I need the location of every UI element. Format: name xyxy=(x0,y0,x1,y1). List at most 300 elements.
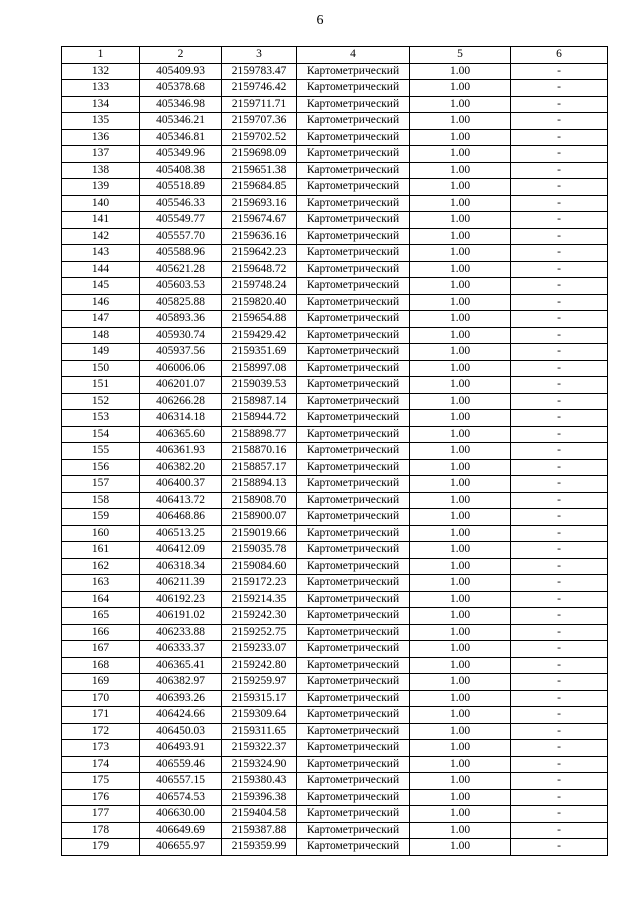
y-coordinate-cell: 2158987.14 xyxy=(222,393,297,410)
accuracy-cell: 1.00 xyxy=(410,707,511,724)
accuracy-cell: 1.00 xyxy=(410,674,511,691)
table-row xyxy=(62,822,608,839)
description-cell: - xyxy=(511,459,608,476)
description-cell: - xyxy=(511,311,608,328)
x-coordinate-cell: 405518.89 xyxy=(140,179,222,196)
accuracy-cell: 1.00 xyxy=(410,591,511,608)
accuracy-cell: 1.00 xyxy=(410,311,511,328)
y-coordinate-cell: 2159324.90 xyxy=(222,756,297,773)
method-cell: Картометрический xyxy=(297,789,410,806)
table-row xyxy=(62,674,608,691)
table-row xyxy=(62,492,608,509)
point-number-cell: 146 xyxy=(62,294,140,311)
x-coordinate-cell: 405409.93 xyxy=(140,63,222,80)
description-cell: - xyxy=(511,179,608,196)
table-row xyxy=(62,129,608,146)
table-row xyxy=(62,806,608,823)
method-cell: Картометрический xyxy=(297,426,410,443)
method-cell: Картометрический xyxy=(297,146,410,163)
x-coordinate-cell: 406450.03 xyxy=(140,723,222,740)
description-cell: - xyxy=(511,773,608,790)
description-cell: - xyxy=(511,707,608,724)
x-coordinate-cell: 406468.86 xyxy=(140,509,222,526)
table-row xyxy=(62,393,608,410)
point-number-cell: 172 xyxy=(62,723,140,740)
x-coordinate-cell: 406557.15 xyxy=(140,773,222,790)
description-cell: - xyxy=(511,591,608,608)
description-cell: - xyxy=(511,509,608,526)
method-cell: Картометрический xyxy=(297,311,410,328)
table-row xyxy=(62,344,608,361)
table-row xyxy=(62,162,608,179)
description-cell: - xyxy=(511,657,608,674)
table-row xyxy=(62,789,608,806)
method-cell: Картометрический xyxy=(297,278,410,295)
table-row xyxy=(62,294,608,311)
point-number-cell: 169 xyxy=(62,674,140,691)
table-row xyxy=(62,690,608,707)
y-coordinate-cell: 2159172.23 xyxy=(222,575,297,592)
point-number-cell: 134 xyxy=(62,96,140,113)
description-cell: - xyxy=(511,723,608,740)
table-row xyxy=(62,839,608,856)
method-cell: Картометрический xyxy=(297,344,410,361)
description-cell: - xyxy=(511,162,608,179)
x-coordinate-cell: 406400.37 xyxy=(140,476,222,493)
method-cell: Картометрический xyxy=(297,96,410,113)
accuracy-cell: 1.00 xyxy=(410,459,511,476)
point-number-cell: 157 xyxy=(62,476,140,493)
table-row xyxy=(62,146,608,163)
accuracy-cell: 1.00 xyxy=(410,509,511,526)
x-coordinate-cell: 405346.21 xyxy=(140,113,222,130)
x-coordinate-cell: 405937.56 xyxy=(140,344,222,361)
description-cell: - xyxy=(511,756,608,773)
x-coordinate-cell: 406006.06 xyxy=(140,360,222,377)
accuracy-cell: 1.00 xyxy=(410,542,511,559)
x-coordinate-cell: 406233.88 xyxy=(140,624,222,641)
accuracy-cell: 1.00 xyxy=(410,162,511,179)
method-cell: Картометрический xyxy=(297,839,410,856)
accuracy-cell: 1.00 xyxy=(410,756,511,773)
x-coordinate-cell: 405346.81 xyxy=(140,129,222,146)
point-number-cell: 150 xyxy=(62,360,140,377)
x-coordinate-cell: 406412.09 xyxy=(140,542,222,559)
y-coordinate-cell: 2159259.97 xyxy=(222,674,297,691)
point-number-cell: 171 xyxy=(62,707,140,724)
y-coordinate-cell: 2158944.72 xyxy=(222,410,297,427)
description-cell: - xyxy=(511,261,608,278)
y-coordinate-cell: 2159035.78 xyxy=(222,542,297,559)
description-cell: - xyxy=(511,608,608,625)
accuracy-cell: 1.00 xyxy=(410,657,511,674)
table-row xyxy=(62,773,608,790)
table-row xyxy=(62,327,608,344)
y-coordinate-cell: 2159322.37 xyxy=(222,740,297,757)
description-cell: - xyxy=(511,327,608,344)
x-coordinate-cell: 406393.26 xyxy=(140,690,222,707)
method-cell: Картометрический xyxy=(297,657,410,674)
y-coordinate-cell: 2159783.47 xyxy=(222,63,297,80)
y-coordinate-cell: 2159084.60 xyxy=(222,558,297,575)
y-coordinate-cell: 2158857.17 xyxy=(222,459,297,476)
table-row xyxy=(62,426,608,443)
point-number-cell: 178 xyxy=(62,822,140,839)
method-cell: Картометрический xyxy=(297,476,410,493)
header-cell-2: 2 xyxy=(140,47,222,64)
x-coordinate-cell: 406493.91 xyxy=(140,740,222,757)
description-cell: - xyxy=(511,624,608,641)
method-cell: Картометрический xyxy=(297,179,410,196)
description-cell: - xyxy=(511,822,608,839)
point-number-cell: 142 xyxy=(62,228,140,245)
method-cell: Картометрический xyxy=(297,80,410,97)
y-coordinate-cell: 2159309.64 xyxy=(222,707,297,724)
point-number-cell: 174 xyxy=(62,756,140,773)
method-cell: Картометрический xyxy=(297,410,410,427)
method-cell: Картометрический xyxy=(297,360,410,377)
table-row xyxy=(62,113,608,130)
y-coordinate-cell: 2159707.36 xyxy=(222,113,297,130)
description-cell: - xyxy=(511,839,608,856)
method-cell: Картометрический xyxy=(297,674,410,691)
description-cell: - xyxy=(511,789,608,806)
method-cell: Картометрический xyxy=(297,393,410,410)
description-cell: - xyxy=(511,641,608,658)
method-cell: Картометрический xyxy=(297,113,410,130)
description-cell: - xyxy=(511,245,608,262)
method-cell: Картометрический xyxy=(297,575,410,592)
accuracy-cell: 1.00 xyxy=(410,146,511,163)
point-number-cell: 161 xyxy=(62,542,140,559)
accuracy-cell: 1.00 xyxy=(410,525,511,542)
method-cell: Картометрический xyxy=(297,261,410,278)
y-coordinate-cell: 2159311.65 xyxy=(222,723,297,740)
table-row xyxy=(62,195,608,212)
table-header xyxy=(62,47,608,64)
point-number-cell: 160 xyxy=(62,525,140,542)
accuracy-cell: 1.00 xyxy=(410,113,511,130)
point-number-cell: 138 xyxy=(62,162,140,179)
header-cell-5: 5 xyxy=(410,47,511,64)
x-coordinate-cell: 405546.33 xyxy=(140,195,222,212)
table-row xyxy=(62,608,608,625)
accuracy-cell: 1.00 xyxy=(410,360,511,377)
accuracy-cell: 1.00 xyxy=(410,344,511,361)
description-cell: - xyxy=(511,344,608,361)
method-cell: Картометрический xyxy=(297,63,410,80)
accuracy-cell: 1.00 xyxy=(410,773,511,790)
y-coordinate-cell: 2159242.80 xyxy=(222,657,297,674)
x-coordinate-cell: 406649.69 xyxy=(140,822,222,839)
method-cell: Картометрический xyxy=(297,558,410,575)
method-cell: Картометрический xyxy=(297,162,410,179)
method-cell: Картометрический xyxy=(297,327,410,344)
y-coordinate-cell: 2158908.70 xyxy=(222,492,297,509)
x-coordinate-cell: 406382.20 xyxy=(140,459,222,476)
table-body xyxy=(62,63,608,855)
accuracy-cell: 1.00 xyxy=(410,558,511,575)
accuracy-cell: 1.00 xyxy=(410,575,511,592)
y-coordinate-cell: 2159693.16 xyxy=(222,195,297,212)
point-number-cell: 165 xyxy=(62,608,140,625)
table-row xyxy=(62,558,608,575)
accuracy-cell: 1.00 xyxy=(410,624,511,641)
description-cell: - xyxy=(511,278,608,295)
table-row xyxy=(62,707,608,724)
y-coordinate-cell: 2159651.38 xyxy=(222,162,297,179)
method-cell: Картометрический xyxy=(297,492,410,509)
y-coordinate-cell: 2159315.17 xyxy=(222,690,297,707)
accuracy-cell: 1.00 xyxy=(410,476,511,493)
table-row xyxy=(62,80,608,97)
table-row xyxy=(62,641,608,658)
table-row xyxy=(62,311,608,328)
description-cell: - xyxy=(511,146,608,163)
accuracy-cell: 1.00 xyxy=(410,278,511,295)
accuracy-cell: 1.00 xyxy=(410,245,511,262)
point-number-cell: 159 xyxy=(62,509,140,526)
y-coordinate-cell: 2159746.42 xyxy=(222,80,297,97)
table-row xyxy=(62,245,608,262)
point-number-cell: 173 xyxy=(62,740,140,757)
y-coordinate-cell: 2158898.77 xyxy=(222,426,297,443)
x-coordinate-cell: 405588.96 xyxy=(140,245,222,262)
accuracy-cell: 1.00 xyxy=(410,228,511,245)
y-coordinate-cell: 2159396.38 xyxy=(222,789,297,806)
accuracy-cell: 1.00 xyxy=(410,492,511,509)
description-cell: - xyxy=(511,443,608,460)
description-cell: - xyxy=(511,674,608,691)
description-cell: - xyxy=(511,113,608,130)
method-cell: Картометрический xyxy=(297,740,410,757)
accuracy-cell: 1.00 xyxy=(410,212,511,229)
x-coordinate-cell: 405621.28 xyxy=(140,261,222,278)
accuracy-cell: 1.00 xyxy=(410,294,511,311)
page-number: 6 xyxy=(316,13,324,28)
description-cell: - xyxy=(511,294,608,311)
description-cell: - xyxy=(511,129,608,146)
accuracy-cell: 1.00 xyxy=(410,723,511,740)
description-cell: - xyxy=(511,690,608,707)
accuracy-cell: 1.00 xyxy=(410,377,511,394)
point-number-cell: 143 xyxy=(62,245,140,262)
method-cell: Картометрический xyxy=(297,591,410,608)
description-cell: - xyxy=(511,360,608,377)
method-cell: Картометрический xyxy=(297,212,410,229)
point-number-cell: 141 xyxy=(62,212,140,229)
accuracy-cell: 1.00 xyxy=(410,80,511,97)
x-coordinate-cell: 406365.41 xyxy=(140,657,222,674)
y-coordinate-cell: 2159748.24 xyxy=(222,278,297,295)
point-number-cell: 136 xyxy=(62,129,140,146)
x-coordinate-cell: 405378.68 xyxy=(140,80,222,97)
y-coordinate-cell: 2159636.16 xyxy=(222,228,297,245)
y-coordinate-cell: 2158900.07 xyxy=(222,509,297,526)
accuracy-cell: 1.00 xyxy=(410,806,511,823)
y-coordinate-cell: 2159039.53 xyxy=(222,377,297,394)
point-number-cell: 151 xyxy=(62,377,140,394)
x-coordinate-cell: 405557.70 xyxy=(140,228,222,245)
y-coordinate-cell: 2159429.42 xyxy=(222,327,297,344)
table-row xyxy=(62,740,608,757)
accuracy-cell: 1.00 xyxy=(410,839,511,856)
x-coordinate-cell: 405549.77 xyxy=(140,212,222,229)
x-coordinate-cell: 406333.37 xyxy=(140,641,222,658)
point-number-cell: 166 xyxy=(62,624,140,641)
point-number-cell: 168 xyxy=(62,657,140,674)
x-coordinate-cell: 406574.53 xyxy=(140,789,222,806)
method-cell: Картометрический xyxy=(297,525,410,542)
method-cell: Картометрический xyxy=(297,773,410,790)
accuracy-cell: 1.00 xyxy=(410,740,511,757)
x-coordinate-cell: 406314.18 xyxy=(140,410,222,427)
accuracy-cell: 1.00 xyxy=(410,426,511,443)
description-cell: - xyxy=(511,63,608,80)
method-cell: Картометрический xyxy=(297,129,410,146)
method-cell: Картометрический xyxy=(297,509,410,526)
y-coordinate-cell: 2159642.23 xyxy=(222,245,297,262)
header-row xyxy=(62,47,608,64)
table-row xyxy=(62,657,608,674)
table-row xyxy=(62,624,608,641)
table-row xyxy=(62,723,608,740)
x-coordinate-cell: 406413.72 xyxy=(140,492,222,509)
table-row xyxy=(62,542,608,559)
method-cell: Картометрический xyxy=(297,377,410,394)
x-coordinate-cell: 406630.00 xyxy=(140,806,222,823)
point-number-cell: 135 xyxy=(62,113,140,130)
y-coordinate-cell: 2158870.16 xyxy=(222,443,297,460)
method-cell: Картометрический xyxy=(297,624,410,641)
header-cell-3: 3 xyxy=(222,47,297,64)
table-row xyxy=(62,410,608,427)
point-number-cell: 176 xyxy=(62,789,140,806)
method-cell: Картометрический xyxy=(297,195,410,212)
point-number-cell: 158 xyxy=(62,492,140,509)
description-cell: - xyxy=(511,525,608,542)
method-cell: Картометрический xyxy=(297,228,410,245)
table-row xyxy=(62,360,608,377)
table-row xyxy=(62,756,608,773)
point-number-cell: 170 xyxy=(62,690,140,707)
y-coordinate-cell: 2159820.40 xyxy=(222,294,297,311)
method-cell: Картометрический xyxy=(297,542,410,559)
table-row xyxy=(62,443,608,460)
y-coordinate-cell: 2159351.69 xyxy=(222,344,297,361)
table-row xyxy=(62,261,608,278)
accuracy-cell: 1.00 xyxy=(410,443,511,460)
method-cell: Картометрический xyxy=(297,294,410,311)
y-coordinate-cell: 2159019.66 xyxy=(222,525,297,542)
table-row xyxy=(62,228,608,245)
x-coordinate-cell: 406382.97 xyxy=(140,674,222,691)
y-coordinate-cell: 2159674.67 xyxy=(222,212,297,229)
description-cell: - xyxy=(511,195,608,212)
y-coordinate-cell: 2159359.99 xyxy=(222,839,297,856)
description-cell: - xyxy=(511,476,608,493)
accuracy-cell: 1.00 xyxy=(410,393,511,410)
description-cell: - xyxy=(511,393,608,410)
table-row xyxy=(62,509,608,526)
table-row xyxy=(62,179,608,196)
x-coordinate-cell: 406192.23 xyxy=(140,591,222,608)
y-coordinate-cell: 2159711.71 xyxy=(222,96,297,113)
description-cell: - xyxy=(511,542,608,559)
description-cell: - xyxy=(511,212,608,229)
method-cell: Картометрический xyxy=(297,245,410,262)
table-row xyxy=(62,525,608,542)
table-row xyxy=(62,212,608,229)
header-cell-1: 1 xyxy=(62,47,140,64)
method-cell: Картометрический xyxy=(297,443,410,460)
x-coordinate-cell: 406513.25 xyxy=(140,525,222,542)
y-coordinate-cell: 2159648.72 xyxy=(222,261,297,278)
method-cell: Картометрический xyxy=(297,723,410,740)
x-coordinate-cell: 406365.60 xyxy=(140,426,222,443)
y-coordinate-cell: 2159698.09 xyxy=(222,146,297,163)
method-cell: Картометрический xyxy=(297,608,410,625)
accuracy-cell: 1.00 xyxy=(410,327,511,344)
coordinates-table xyxy=(61,46,608,856)
point-number-cell: 156 xyxy=(62,459,140,476)
table-row xyxy=(62,459,608,476)
y-coordinate-cell: 2159233.07 xyxy=(222,641,297,658)
point-number-cell: 139 xyxy=(62,179,140,196)
x-coordinate-cell: 406201.07 xyxy=(140,377,222,394)
point-number-cell: 167 xyxy=(62,641,140,658)
description-cell: - xyxy=(511,740,608,757)
point-number-cell: 148 xyxy=(62,327,140,344)
table-row xyxy=(62,476,608,493)
table-row xyxy=(62,377,608,394)
table-row xyxy=(62,278,608,295)
method-cell: Картометрический xyxy=(297,806,410,823)
x-coordinate-cell: 405346.98 xyxy=(140,96,222,113)
method-cell: Картометрический xyxy=(297,641,410,658)
point-number-cell: 147 xyxy=(62,311,140,328)
method-cell: Картометрический xyxy=(297,822,410,839)
x-coordinate-cell: 406318.34 xyxy=(140,558,222,575)
description-cell: - xyxy=(511,575,608,592)
accuracy-cell: 1.00 xyxy=(410,789,511,806)
description-cell: - xyxy=(511,96,608,113)
x-coordinate-cell: 405930.74 xyxy=(140,327,222,344)
accuracy-cell: 1.00 xyxy=(410,63,511,80)
point-number-cell: 145 xyxy=(62,278,140,295)
y-coordinate-cell: 2159242.30 xyxy=(222,608,297,625)
description-cell: - xyxy=(511,80,608,97)
x-coordinate-cell: 406655.97 xyxy=(140,839,222,856)
method-cell: Картометрический xyxy=(297,707,410,724)
point-number-cell: 164 xyxy=(62,591,140,608)
description-cell: - xyxy=(511,558,608,575)
y-coordinate-cell: 2159380.43 xyxy=(222,773,297,790)
description-cell: - xyxy=(511,410,608,427)
header-cell-4: 4 xyxy=(297,47,410,64)
point-number-cell: 137 xyxy=(62,146,140,163)
accuracy-cell: 1.00 xyxy=(410,690,511,707)
point-number-cell: 153 xyxy=(62,410,140,427)
method-cell: Картометрический xyxy=(297,690,410,707)
accuracy-cell: 1.00 xyxy=(410,608,511,625)
point-number-cell: 140 xyxy=(62,195,140,212)
accuracy-cell: 1.00 xyxy=(410,195,511,212)
y-coordinate-cell: 2159252.75 xyxy=(222,624,297,641)
point-number-cell: 149 xyxy=(62,344,140,361)
point-number-cell: 175 xyxy=(62,773,140,790)
accuracy-cell: 1.00 xyxy=(410,179,511,196)
